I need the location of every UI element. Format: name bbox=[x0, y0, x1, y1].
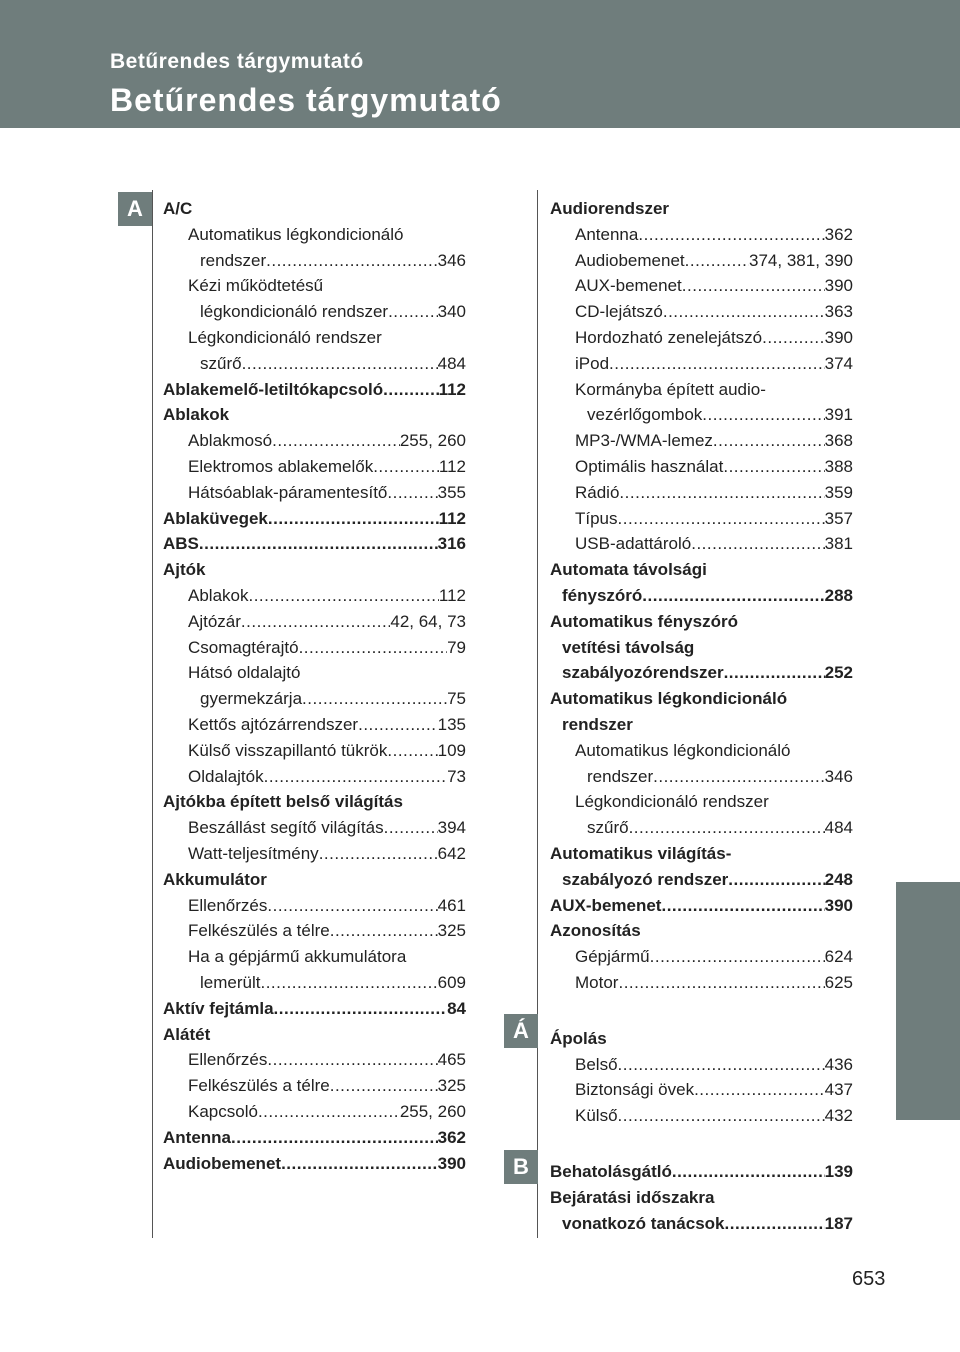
dot-leader bbox=[281, 1151, 438, 1177]
chapter-tab bbox=[896, 882, 960, 1120]
index-entry-page: 381 bbox=[824, 534, 853, 554]
index-entry-term: Bejáratási időszakra bbox=[550, 1187, 715, 1207]
index-entry-term: MP3-/WMA-lemez bbox=[575, 431, 713, 451]
index-entry-term: Belső bbox=[575, 1054, 618, 1074]
dot-leader bbox=[319, 841, 438, 867]
index-entry-term: rendszer bbox=[200, 250, 267, 270]
dot-leader bbox=[663, 299, 825, 325]
dot-leader bbox=[661, 893, 824, 919]
index-entry-page: 357 bbox=[824, 508, 853, 528]
index-entry bbox=[575, 1077, 853, 1103]
index-entry-term: Automatikus világítás- bbox=[550, 844, 732, 863]
index-entry bbox=[200, 970, 466, 996]
index-entry-page: 368 bbox=[824, 431, 853, 451]
index-entry-page: 112 bbox=[438, 586, 466, 605]
index-entry bbox=[188, 428, 466, 454]
index-entry-term: Audiobemenet bbox=[575, 250, 685, 270]
index-entry bbox=[550, 918, 641, 944]
dot-leader bbox=[618, 506, 825, 532]
index-entry bbox=[562, 712, 633, 738]
index-entry-term: szűrő bbox=[200, 353, 242, 373]
dot-leader bbox=[762, 325, 825, 351]
index-entry bbox=[188, 222, 403, 248]
header-subtitle: Betűrendes tárgymutató bbox=[110, 50, 364, 73]
index-entry bbox=[163, 867, 267, 893]
right-column-rule bbox=[537, 190, 538, 1238]
index-entry-term: Ajtózár bbox=[188, 611, 241, 631]
index-entry-page: 363 bbox=[824, 302, 853, 322]
index-entry-term: Beszállást segítő világítás bbox=[188, 818, 384, 838]
index-entry-page: 79 bbox=[447, 637, 466, 657]
index-entry-page: 359 bbox=[824, 482, 853, 502]
index-entry-term: Ablakok bbox=[188, 586, 249, 605]
index-entry-page: 625 bbox=[824, 973, 853, 992]
index-entry bbox=[575, 428, 853, 454]
index-entry-page: 394 bbox=[437, 818, 466, 838]
index-entry bbox=[587, 815, 853, 841]
index-entry-term: Ablakmosó bbox=[188, 431, 273, 451]
index-entry bbox=[575, 325, 853, 351]
index-entry-page: 374 bbox=[824, 353, 853, 373]
index-entry-term: ABS bbox=[163, 534, 199, 554]
index-entry bbox=[575, 351, 853, 377]
index-entry-page: 346 bbox=[437, 250, 466, 270]
index-entry bbox=[550, 893, 853, 919]
index-entry bbox=[163, 531, 466, 557]
index-entry-term: Kormányba épített audio- bbox=[575, 379, 766, 399]
index-entry-term: Légkondicionáló rendszer bbox=[575, 792, 769, 812]
index-entry-term: Optimális használat bbox=[575, 457, 724, 476]
index-entry bbox=[575, 273, 853, 299]
dot-leader bbox=[258, 1099, 400, 1125]
index-entry bbox=[550, 841, 731, 867]
index-entry-term: Ha a gépjármű akkumulátora bbox=[188, 947, 407, 967]
index-entry-term: Kézi működtetésű bbox=[188, 276, 324, 296]
index-entry-term: Oldalajtók bbox=[188, 766, 264, 786]
index-entry-page: 252 bbox=[824, 663, 853, 683]
index-entry-page: 325 bbox=[437, 921, 466, 941]
index-entry bbox=[188, 273, 323, 299]
index-entry-term: Ápolás bbox=[550, 1028, 607, 1048]
dot-leader bbox=[387, 738, 437, 764]
dot-leader bbox=[199, 531, 438, 557]
dot-leader bbox=[384, 815, 438, 841]
dot-leader bbox=[242, 351, 438, 377]
index-entry-term: Motor bbox=[575, 973, 619, 992]
dot-leader bbox=[653, 764, 824, 790]
index-entry-page: 437 bbox=[824, 1080, 853, 1100]
index-entry-term: Alátét bbox=[163, 1024, 211, 1044]
index-entry-term: vezérlőgombok bbox=[587, 405, 703, 425]
index-entry-term: Ajtók bbox=[163, 560, 206, 580]
index-entry bbox=[163, 506, 466, 532]
index-entry bbox=[163, 196, 192, 222]
index-entry bbox=[200, 686, 466, 712]
index-entry-page: 624 bbox=[824, 947, 853, 967]
dot-leader bbox=[713, 428, 825, 454]
index-entry bbox=[200, 248, 466, 274]
index-entry-page: 255, 260 bbox=[399, 431, 466, 451]
index-entry bbox=[575, 377, 766, 403]
index-entry-term: Automatikus légkondicionáló bbox=[550, 689, 788, 709]
index-entry-term: Gépjármű bbox=[575, 947, 650, 967]
index-entry bbox=[575, 506, 853, 532]
index-entry-term: szabályozó rendszer bbox=[562, 869, 729, 889]
index-entry-term: Automatikus légkondicionáló bbox=[188, 224, 404, 244]
index-entry bbox=[575, 970, 853, 996]
section-letter-a: A bbox=[118, 192, 152, 226]
dot-leader bbox=[650, 944, 825, 970]
index-entry bbox=[575, 738, 790, 764]
index-entry bbox=[562, 660, 853, 686]
index-entry-page: 432 bbox=[824, 1106, 853, 1126]
index-entry-page: 436 bbox=[824, 1054, 853, 1074]
index-entry-term: Ajtókba épített belső világítás bbox=[163, 792, 403, 812]
index-entry bbox=[188, 583, 466, 609]
index-entry bbox=[550, 1185, 714, 1211]
index-entry-page: 484 bbox=[824, 818, 853, 838]
index-entry-term: A/C bbox=[163, 199, 193, 218]
index-entry-page: 187 bbox=[824, 1213, 853, 1233]
index-entry-term: Akkumulátor bbox=[163, 869, 267, 889]
section-letter-a-accent: Á bbox=[504, 1014, 538, 1048]
index-entry bbox=[163, 1151, 466, 1177]
index-entry-page: 390 bbox=[437, 1153, 466, 1173]
index-entry-page: 609 bbox=[437, 973, 466, 992]
index-entry-page: 73 bbox=[447, 766, 466, 786]
dot-leader bbox=[682, 273, 825, 299]
index-entry bbox=[188, 841, 466, 867]
dot-leader bbox=[383, 377, 438, 403]
index-entry-term: gyermekzárja bbox=[200, 689, 303, 709]
index-entry bbox=[587, 764, 853, 790]
index-entry-page: 255, 260 bbox=[399, 1102, 466, 1121]
dot-leader bbox=[241, 609, 390, 635]
index-entry-term: Kapcsoló bbox=[188, 1102, 258, 1121]
index-entry-term: Felkészülés a télre bbox=[188, 921, 330, 941]
index-entry bbox=[562, 635, 694, 661]
header-title: Betűrendes tárgymutató bbox=[110, 82, 502, 118]
index-entry bbox=[575, 299, 853, 325]
index-entry bbox=[188, 325, 382, 351]
index-entry-page: 75 bbox=[447, 689, 466, 709]
dot-leader bbox=[272, 428, 400, 454]
index-entry-term: Ablaküvegek bbox=[163, 508, 268, 528]
index-entry bbox=[188, 918, 466, 944]
index-entry bbox=[575, 222, 853, 248]
index-entry bbox=[188, 712, 466, 738]
dot-leader bbox=[618, 1052, 825, 1078]
dot-leader bbox=[231, 1125, 438, 1151]
index-entry-term: Behatolásgátló bbox=[550, 1162, 672, 1181]
index-entry bbox=[163, 1125, 466, 1151]
index-entry-term: Hátsóablak-páramentesítő bbox=[188, 482, 388, 502]
index-entry-term: iPod bbox=[575, 353, 610, 373]
index-entry-page: 391 bbox=[824, 405, 853, 425]
dot-leader bbox=[299, 635, 448, 661]
dot-leader bbox=[267, 893, 437, 919]
index-entry bbox=[575, 789, 769, 815]
index-entry bbox=[562, 583, 853, 609]
index-entry-page: 374, 381, 390 bbox=[749, 250, 853, 270]
index-entry-term: szabályozórendszer bbox=[562, 663, 724, 683]
index-entry bbox=[188, 480, 466, 506]
index-entry-term: Csomagtérajtó bbox=[188, 637, 299, 657]
index-entry-term: Antenna bbox=[163, 1127, 231, 1147]
index-entry-term: Automatikus fényszóró bbox=[550, 611, 738, 631]
index-entry-term: Audiorendszer bbox=[550, 199, 670, 218]
page-number: 653 bbox=[852, 1268, 886, 1290]
index-entry bbox=[575, 480, 853, 506]
index-entry-page: 316 bbox=[437, 534, 466, 554]
dot-leader bbox=[260, 970, 437, 996]
index-entry bbox=[575, 944, 853, 970]
dot-leader bbox=[618, 1103, 825, 1129]
index-entry-term: Aktív fejtámla bbox=[163, 998, 274, 1018]
index-entry-page: 355 bbox=[437, 482, 466, 502]
index-entry-term: Antenna bbox=[575, 224, 639, 244]
index-entry bbox=[575, 454, 853, 480]
index-entry bbox=[188, 635, 466, 661]
dot-leader bbox=[728, 867, 824, 893]
index-entry-term: rendszer bbox=[562, 715, 633, 734]
dot-leader bbox=[619, 480, 824, 506]
index-entry-term: Hátsó oldalajtó bbox=[188, 663, 301, 683]
index-entry bbox=[550, 196, 669, 222]
dot-leader bbox=[373, 454, 439, 480]
index-entry-term: Külső visszapillantó tükrök bbox=[188, 740, 388, 760]
index-entry-page: 139 bbox=[824, 1162, 853, 1181]
index-entry-term: USB-adattároló bbox=[575, 534, 692, 554]
index-entry bbox=[188, 944, 406, 970]
dot-leader bbox=[642, 583, 824, 609]
index-entry-term: fényszóró bbox=[562, 586, 643, 605]
index-entry-term: vonatkozó tanácsok bbox=[562, 1213, 725, 1233]
page-header bbox=[0, 0, 960, 128]
index-entry bbox=[550, 686, 787, 712]
dot-leader bbox=[248, 583, 438, 609]
index-entry-term: Felkészülés a télre bbox=[188, 1076, 330, 1096]
index-entry bbox=[188, 1073, 466, 1099]
dot-leader bbox=[618, 970, 824, 996]
dot-leader bbox=[724, 660, 825, 686]
index-entry-term: rendszer bbox=[587, 766, 654, 786]
index-entry-term: Külső bbox=[575, 1106, 618, 1126]
index-entry-page: 346 bbox=[824, 766, 853, 786]
index-entry-term: Ellenőrzés bbox=[188, 895, 268, 915]
index-entry bbox=[188, 660, 300, 686]
dot-leader bbox=[685, 248, 749, 274]
index-entry bbox=[188, 764, 466, 790]
index-entry bbox=[550, 1026, 607, 1052]
index-entry bbox=[163, 789, 403, 815]
index-entry-term: Ablakok bbox=[163, 405, 230, 425]
index-entry bbox=[163, 1022, 210, 1048]
index-entry bbox=[575, 531, 853, 557]
dot-leader bbox=[725, 1211, 825, 1237]
index-entry bbox=[163, 377, 466, 403]
index-entry-term: Automatikus légkondicionáló bbox=[575, 740, 791, 760]
left-column-rule bbox=[152, 190, 153, 1238]
index-entry-page: 484 bbox=[437, 353, 466, 373]
index-entry bbox=[200, 351, 466, 377]
index-entry-term: vetítési távolság bbox=[562, 637, 695, 657]
dot-leader bbox=[266, 248, 437, 274]
index-entry-page: 461 bbox=[437, 895, 466, 915]
index-entry-page: 84 bbox=[447, 998, 466, 1018]
index-entry-term: Elektromos ablakemelők bbox=[188, 457, 374, 476]
dot-leader bbox=[302, 686, 447, 712]
section-letter-b: B bbox=[504, 1150, 538, 1184]
index-entry bbox=[163, 996, 466, 1022]
dot-leader bbox=[268, 506, 439, 532]
index-entry-page: 112 bbox=[438, 508, 466, 528]
index-entry bbox=[188, 454, 466, 480]
index-entry bbox=[575, 248, 853, 274]
dot-leader bbox=[388, 299, 438, 325]
index-entry bbox=[188, 1047, 466, 1073]
index-entry-page: 390 bbox=[824, 895, 853, 915]
index-entry-term: Ablakemelő-letiltókapcsoló bbox=[163, 379, 384, 399]
index-entry-term: CD-lejátszó bbox=[575, 302, 663, 322]
dot-leader bbox=[609, 351, 825, 377]
index-entry-page: 248 bbox=[824, 869, 853, 889]
index-entry bbox=[575, 1103, 853, 1129]
index-entry-term: Kettős ajtózárrendszer bbox=[188, 715, 359, 734]
index-entry bbox=[575, 1052, 853, 1078]
index-entry-page: 135 bbox=[437, 715, 466, 734]
index-entry-page: 390 bbox=[824, 328, 853, 347]
dot-leader bbox=[672, 1159, 825, 1185]
dot-leader bbox=[723, 454, 824, 480]
index-entry bbox=[163, 557, 206, 583]
index-entry-term: Audiobemenet bbox=[163, 1153, 282, 1173]
index-entry-term: Azonosítás bbox=[550, 921, 641, 941]
index-entry-page: 390 bbox=[824, 276, 853, 296]
index-entry-page: 325 bbox=[437, 1076, 466, 1096]
dot-leader bbox=[264, 764, 447, 790]
index-entry bbox=[550, 1159, 853, 1185]
index-entry-page: 112 bbox=[438, 379, 466, 399]
dot-leader bbox=[274, 996, 448, 1022]
index-entry-term: Légkondicionáló rendszer bbox=[188, 328, 382, 347]
index-entry-term: Hordozható zenelejátszó bbox=[575, 328, 763, 347]
index-entry-page: 642 bbox=[437, 844, 466, 863]
dot-leader bbox=[387, 480, 437, 506]
index-entry-page: 388 bbox=[824, 457, 853, 476]
index-entry bbox=[188, 1099, 466, 1125]
index-entry-page: 42, 64, 73 bbox=[390, 611, 466, 631]
dot-leader bbox=[267, 1047, 437, 1073]
dot-leader bbox=[702, 402, 824, 428]
index-entry-page: 362 bbox=[824, 224, 853, 244]
index-entry-term: lemerült bbox=[200, 973, 261, 992]
index-entry-page: 112 bbox=[438, 457, 466, 476]
index-entry-term: szűrő bbox=[587, 818, 629, 838]
index-entry-term: AUX-bemenet bbox=[550, 895, 662, 915]
index-entry-term: légkondicionáló rendszer bbox=[200, 302, 389, 322]
index-entry bbox=[188, 609, 466, 635]
index-entry-page: 288 bbox=[824, 586, 853, 605]
index-entry bbox=[550, 557, 707, 583]
dot-leader bbox=[638, 222, 824, 248]
dot-leader bbox=[691, 531, 824, 557]
index-entry-page: 109 bbox=[437, 740, 466, 760]
index-entry-term: Watt-teljesítmény bbox=[188, 844, 319, 863]
index-entry-page: 340 bbox=[437, 302, 466, 322]
index-entry bbox=[188, 738, 466, 764]
index-entry-term: Automata távolsági bbox=[550, 560, 707, 580]
index-entry-term: Rádió bbox=[575, 482, 620, 502]
index-entry-term: Ellenőrzés bbox=[188, 1050, 268, 1070]
index-entry-term: Biztonsági övek bbox=[575, 1080, 695, 1100]
index-entry bbox=[163, 402, 229, 428]
index-entry bbox=[200, 299, 466, 325]
index-entry-page: 362 bbox=[437, 1127, 466, 1147]
dot-leader bbox=[330, 918, 438, 944]
index-entry bbox=[188, 893, 466, 919]
dot-leader bbox=[330, 1073, 438, 1099]
index-entry bbox=[587, 402, 853, 428]
dot-leader bbox=[694, 1077, 825, 1103]
index-entry bbox=[550, 609, 738, 635]
index-entry-page: 465 bbox=[437, 1050, 466, 1070]
index-entry-term: Típus bbox=[575, 508, 618, 528]
index-entry bbox=[188, 815, 466, 841]
index-entry bbox=[562, 867, 853, 893]
index-entry-term: AUX-bemenet bbox=[575, 276, 682, 296]
dot-leader bbox=[358, 712, 438, 738]
index-entry bbox=[562, 1211, 853, 1237]
dot-leader bbox=[629, 815, 825, 841]
